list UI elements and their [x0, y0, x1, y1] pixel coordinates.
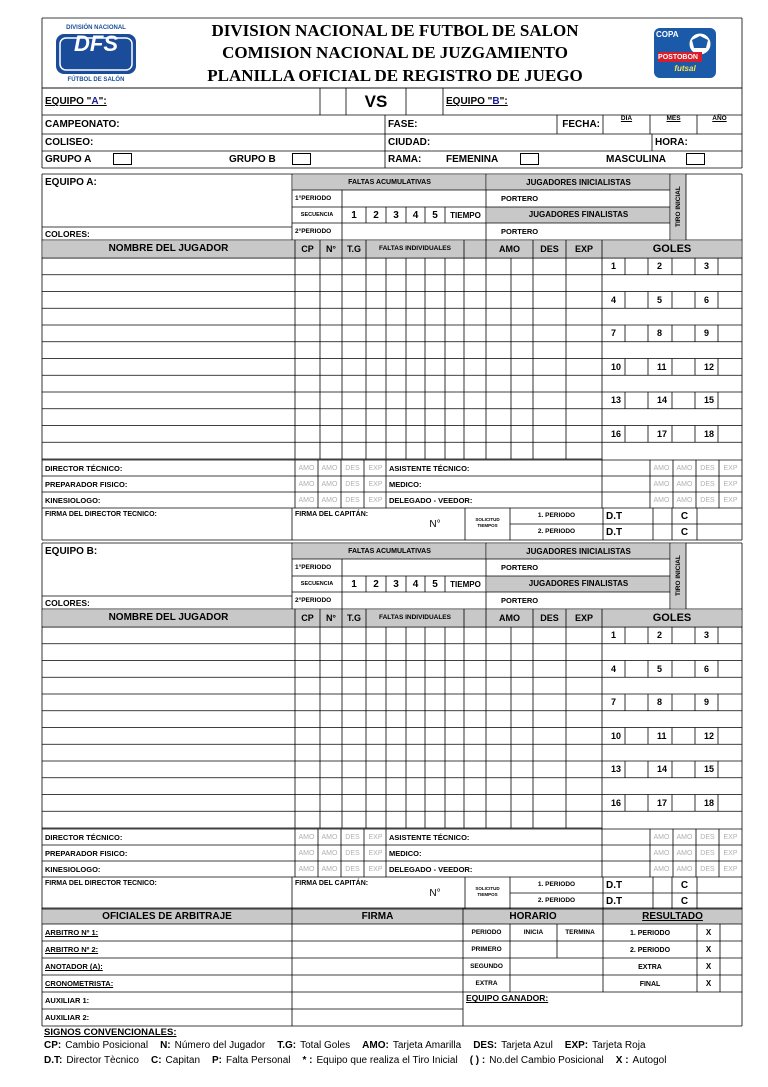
- solicitud-periodo-2: 2. PERIODO: [537, 897, 576, 905]
- card-cell[interactable]: AMO: [321, 497, 338, 504]
- card-cell[interactable]: AMO: [298, 497, 315, 504]
- legend-key: DES:: [473, 1040, 498, 1051]
- horario-periodo-header: PERIODO: [471, 928, 502, 936]
- goal-number-cell: 2: [657, 261, 663, 272]
- capitan-label: C: [680, 879, 689, 891]
- tiro-inicial-label: TIRO INICIAL: [675, 186, 682, 228]
- official-row-label: ARBITRO Nº 1:: [45, 928, 99, 938]
- exp-header: EXP: [574, 243, 593, 254]
- card-cell[interactable]: AMO: [653, 834, 670, 841]
- des-header: DES: [540, 612, 559, 623]
- cup-logo-bottom-text: futsal: [674, 64, 696, 73]
- card-cell[interactable]: DES: [700, 481, 715, 488]
- secuencia-label: SECUENCIA: [300, 580, 334, 587]
- goal-number-cell: 7: [611, 697, 617, 708]
- goal-number-cell: 4: [611, 294, 617, 305]
- team-a-label: EQUIPO A:: [45, 177, 97, 188]
- card-cell[interactable]: EXP: [368, 497, 383, 504]
- delegado-veedor-label: DELEGADO - VEEDOR:: [389, 495, 473, 505]
- solicitud-periodo-1: 1. PERIODO: [537, 512, 576, 520]
- card-cell[interactable]: EXP: [368, 834, 383, 841]
- goal-number-cell: 15: [704, 395, 715, 406]
- card-cell[interactable]: AMO: [298, 465, 315, 472]
- secuencia-cell: 3: [393, 578, 399, 590]
- firma-dt-label: FIRMA DEL DIRECTOR TECNICO:: [45, 510, 157, 518]
- card-cell[interactable]: AMO: [676, 497, 693, 504]
- portero-label: PORTERO: [501, 596, 539, 606]
- officials-title: OFICIALES DE ARBITRAJE: [102, 910, 232, 922]
- grupo-b-label: GRUPO B: [229, 153, 276, 165]
- card-cell[interactable]: AMO: [653, 497, 670, 504]
- des-header: DES: [540, 243, 559, 254]
- goal-number-cell: 11: [657, 361, 667, 372]
- legend-value: Director Tècnico: [66, 1055, 139, 1066]
- asistente-tecnico-label: ASISTENTE TÉCNICO:: [389, 832, 470, 842]
- goal-number-cell: 14: [657, 764, 668, 775]
- jugadores-finalistas-label: JUGADORES FINALISTAS: [528, 579, 629, 588]
- secuencia-cell: 3: [393, 209, 399, 221]
- card-cell[interactable]: EXP: [723, 497, 738, 504]
- card-cell[interactable]: AMO: [653, 465, 670, 472]
- periodo2-label: 2°PERIODO: [295, 227, 332, 235]
- goal-number-cell: 9: [704, 328, 710, 339]
- officials-firma-header: FIRMA: [361, 910, 394, 922]
- horario-termina-header: TERMINA: [565, 928, 595, 936]
- card-cell[interactable]: AMO: [298, 834, 315, 841]
- card-cell[interactable]: EXP: [368, 465, 383, 472]
- secuencia-cell: 1: [351, 578, 357, 590]
- dfs-logo-top-text: DIVISIÓN NACIONAL: [66, 24, 126, 31]
- firma-capitan-label: FIRMA DEL CAPITÁN:: [295, 879, 369, 887]
- card-cell[interactable]: DES: [345, 834, 360, 841]
- numero-header: N°: [325, 243, 337, 254]
- horario-row-label: PRIMERO: [471, 945, 502, 953]
- team-b-letter: B: [492, 96, 500, 107]
- goal-number-cell: 6: [704, 294, 710, 305]
- card-cell[interactable]: DES: [345, 866, 360, 873]
- resultado-x-separator: X: [705, 928, 712, 937]
- secuencia-cell: 1: [351, 209, 357, 221]
- solicitud-label-1: SOLICITUD: [475, 517, 500, 522]
- goal-number-cell: 10: [611, 730, 622, 741]
- medico-label: MEDICO:: [389, 848, 422, 858]
- capitan-label: C: [680, 526, 689, 538]
- secuencia-cell: 2: [373, 209, 379, 221]
- goal-number-cell: 6: [704, 663, 710, 674]
- legend-value: Falta Personal: [226, 1055, 291, 1066]
- numero-label: N°: [429, 519, 441, 530]
- card-cell[interactable]: EXP: [368, 481, 383, 488]
- resultado-row-label: 1. PERIODO: [629, 929, 671, 937]
- mes-label: MES: [666, 114, 681, 122]
- portero-label: PORTERO: [501, 194, 539, 204]
- team-b-label-post: ":: [499, 96, 508, 107]
- colores-label: COLORES:: [45, 228, 90, 239]
- horario-row-label: EXTRA: [475, 979, 498, 987]
- goal-number-cell: 18: [704, 797, 715, 808]
- legend-value: Autogol: [632, 1055, 667, 1066]
- campeonato-label: CAMPEONATO:: [45, 119, 120, 130]
- cup-logo-mid-text: POSTOBON: [658, 53, 698, 61]
- faltas-acumulativas-label: FALTAS ACUMULATIVAS: [348, 548, 431, 555]
- legend-value: Número del Jugador: [174, 1040, 266, 1051]
- team-b-label: EQUIPO B:: [45, 546, 98, 557]
- periodo1-label: 1°PERIODO: [295, 563, 332, 571]
- fase-label: FASE:: [388, 119, 418, 130]
- card-cell[interactable]: DES: [345, 850, 360, 857]
- card-cell[interactable]: DES: [700, 834, 715, 841]
- portero-label: PORTERO: [501, 227, 539, 237]
- legend-key: ( ) :: [469, 1055, 486, 1066]
- legend-value: Equipo que realiza el Tiro Inicial: [316, 1055, 458, 1066]
- official-row-label: ARBITRO Nº 2:: [45, 945, 99, 955]
- legend-key: AMO:: [362, 1040, 389, 1051]
- resultado-row-label: 2. PERIODO: [629, 946, 671, 954]
- team-a-label-pre: EQUIPO ": [45, 96, 92, 107]
- secuencia-cell: 2: [373, 578, 379, 590]
- ciudad-label: CIUDAD:: [388, 137, 431, 148]
- card-cell[interactable]: DES: [700, 465, 715, 472]
- card-cell[interactable]: AMO: [653, 481, 670, 488]
- card-cell[interactable]: AMO: [676, 465, 693, 472]
- ano-label: AÑO: [712, 114, 727, 122]
- goal-number-cell: 2: [657, 630, 663, 641]
- team-b-label-pre: EQUIPO ": [446, 96, 493, 107]
- dfs-logo-bottom-text: FÚTBOL DE SALÓN: [67, 76, 125, 83]
- solicitud-label-2: TIEMPOS: [477, 523, 498, 528]
- legend-key: D.T:: [44, 1055, 63, 1066]
- goal-number-cell: 14: [657, 395, 668, 406]
- goal-number-cell: 17: [657, 428, 668, 439]
- cup-logo-top-text: COPA: [656, 30, 679, 39]
- resultado-x-separator: X: [705, 979, 712, 988]
- secuencia-cell: 5: [432, 578, 438, 590]
- coliseo-label: COLISEO:: [45, 137, 94, 148]
- team-a-label-post: ":: [98, 96, 107, 107]
- legend-value: Tarjeta Amarilla: [392, 1040, 462, 1051]
- card-cell[interactable]: EXP: [368, 866, 383, 873]
- dfs-logo-text: DFS: [74, 34, 118, 54]
- femenina-label: FEMENINA: [446, 153, 499, 165]
- officials-horario-header: HORARIO: [509, 910, 557, 922]
- title-line-1: DIVISION NACIONAL DE FUTBOL DE SALON: [211, 21, 579, 40]
- dia-label: DIA: [620, 114, 633, 122]
- amo-header: AMO: [499, 612, 520, 623]
- title-line-3: PLANILLA OFICIAL DE REGISTRO DE JUEGO: [207, 66, 583, 85]
- capitan-label: C: [680, 895, 689, 907]
- legend-key: EXP:: [564, 1040, 589, 1051]
- title-line-2: COMISION NACIONAL DE JUZGAMIENTO: [222, 43, 568, 62]
- resultado-row-label: FINAL: [639, 980, 661, 988]
- capitan-label: C: [680, 510, 689, 522]
- preparador-fisico-label: PREPARADOR FISICO:: [45, 479, 128, 489]
- goal-number-cell: 15: [704, 764, 715, 775]
- horario-inicia-header: INICIA: [523, 928, 544, 936]
- goal-number-cell: 3: [704, 630, 710, 641]
- resultado-x-separator: X: [705, 962, 712, 971]
- solicitud-label-1: SOLICITUD: [475, 886, 500, 891]
- card-cell[interactable]: AMO: [321, 481, 338, 488]
- card-cell[interactable]: EXP: [723, 866, 738, 873]
- goal-number-cell: 3: [704, 261, 710, 272]
- kinesiologo-label: KINESIOLOGO:: [45, 864, 101, 874]
- legend-key: T.G:: [277, 1040, 297, 1051]
- preparador-fisico-label: PREPARADOR FISICO:: [45, 848, 128, 858]
- card-cell[interactable]: AMO: [321, 834, 338, 841]
- secuencia-cell: 5: [432, 209, 438, 221]
- card-cell[interactable]: AMO: [676, 834, 693, 841]
- periodo2-label: 2°PERIODO: [295, 596, 332, 604]
- rama-label: RAMA:: [388, 153, 422, 165]
- asistente-tecnico-label: ASISTENTE TÉCNICO:: [389, 463, 470, 473]
- card-cell[interactable]: EXP: [723, 850, 738, 857]
- card-cell[interactable]: AMO: [321, 850, 338, 857]
- card-cell[interactable]: DES: [700, 866, 715, 873]
- secuencia-label: SECUENCIA: [300, 211, 334, 218]
- legend-key: C:: [150, 1055, 162, 1066]
- vs-label: VS: [364, 92, 388, 111]
- goles-header: GOLES: [652, 611, 692, 624]
- goal-number-cell: 4: [611, 663, 617, 674]
- goal-number-cell: 13: [611, 764, 622, 775]
- hora-label: HORA:: [655, 137, 688, 148]
- periodo1-label: 1°PERIODO: [295, 194, 332, 202]
- goal-number-cell: 10: [611, 361, 622, 372]
- card-cell[interactable]: DES: [345, 497, 360, 504]
- goal-number-cell: 16: [611, 797, 622, 808]
- card-cell[interactable]: AMO: [298, 866, 315, 873]
- cp-header: CP: [301, 243, 314, 254]
- equipo-ganador-label: EQUIPO GANADOR:: [466, 993, 549, 1004]
- dt-label: D.T: [606, 895, 623, 907]
- firma-dt-label: FIRMA DEL DIRECTOR TECNICO:: [45, 879, 157, 887]
- solicitud-periodo-2: 2. PERIODO: [537, 528, 576, 536]
- goles-header: GOLES: [652, 242, 692, 255]
- faltas-individuales-header: FALTAS INDIVIDUALES: [379, 244, 451, 252]
- official-row-label: CRONOMETRISTA:: [45, 979, 114, 989]
- legend-value: Capitan: [165, 1055, 200, 1066]
- fecha-label: FECHA:: [562, 119, 600, 130]
- card-cell[interactable]: EXP: [723, 465, 738, 472]
- legend-value: Cambio Posicional: [65, 1040, 149, 1051]
- medico-label: MEDICO:: [389, 479, 422, 489]
- card-cell[interactable]: EXP: [368, 850, 383, 857]
- secuencia-cell: 4: [412, 578, 419, 590]
- card-cell[interactable]: DES: [700, 850, 715, 857]
- jugadores-finalistas-label: JUGADORES FINALISTAS: [528, 210, 629, 219]
- goal-number-cell: 17: [657, 797, 668, 808]
- legend-key: CP:: [44, 1040, 62, 1051]
- numero-header: N°: [325, 612, 337, 623]
- jugadores-inicialistas-label: JUGADORES INICIALISTAS: [526, 177, 631, 187]
- amo-header: AMO: [499, 243, 520, 254]
- faltas-individuales-header: FALTAS INDIVIDUALES: [379, 613, 451, 621]
- goal-number-cell: 7: [611, 328, 617, 339]
- solicitud-label-2: TIEMPOS: [477, 892, 498, 897]
- card-cell[interactable]: AMO: [653, 866, 670, 873]
- card-cell[interactable]: EXP: [723, 481, 738, 488]
- goal-number-cell: 18: [704, 428, 715, 439]
- tg-header: T.G: [346, 243, 361, 254]
- portero-label: PORTERO: [501, 563, 539, 573]
- nombre-jugador-header: NOMBRE DEL JUGADOR: [108, 612, 229, 623]
- legend-key: P:: [212, 1055, 222, 1066]
- legend-key: N:: [160, 1040, 171, 1051]
- firma-capitan-label: FIRMA DEL CAPITÁN:: [295, 510, 369, 518]
- colores-label: COLORES:: [45, 597, 90, 608]
- card-cell[interactable]: AMO: [321, 465, 338, 472]
- card-cell[interactable]: AMO: [676, 866, 693, 873]
- goal-number-cell: 13: [611, 395, 622, 406]
- tiro-inicial-label: TIRO INICIAL: [675, 555, 682, 597]
- legend-key: * :: [302, 1055, 313, 1066]
- legend-title: SIGNOS CONVENCIONALES:: [44, 1027, 177, 1039]
- goal-number-cell: 8: [657, 328, 663, 339]
- tg-header: T.G: [346, 612, 361, 623]
- cp-header: CP: [301, 612, 314, 623]
- legend-value: Total Goles: [300, 1040, 351, 1051]
- kinesiologo-label: KINESIOLOGO:: [45, 495, 101, 505]
- director-tecnico-label: DIRECTOR TÉCNICO:: [45, 463, 123, 473]
- legend-value: No.del Cambio Posicional: [489, 1055, 604, 1066]
- goal-number-cell: 12: [704, 361, 715, 372]
- goal-number-cell: 8: [657, 697, 663, 708]
- goal-number-cell: 5: [657, 294, 663, 305]
- card-cell[interactable]: DES: [700, 497, 715, 504]
- goal-number-cell: 9: [704, 697, 710, 708]
- official-row-label: AUXILIAR 1:: [45, 996, 90, 1006]
- goal-number-cell: 16: [611, 428, 622, 439]
- legend-value: Tarjeta Azul: [501, 1040, 553, 1051]
- grupo-a-label: GRUPO A: [45, 153, 92, 165]
- tiempo-label: TIEMPO: [450, 579, 481, 589]
- tiempo-label: TIEMPO: [450, 210, 481, 220]
- officials-resultado-header: RESULTADO: [642, 910, 703, 922]
- goal-number-cell: 1: [611, 261, 617, 272]
- solicitud-periodo-1: 1. PERIODO: [537, 881, 576, 889]
- goal-number-cell: 11: [657, 730, 667, 741]
- card-cell[interactable]: AMO: [298, 481, 315, 488]
- horario-row-label: SEGUNDO: [470, 962, 503, 970]
- card-cell[interactable]: AMO: [321, 866, 338, 873]
- card-cell[interactable]: DES: [345, 481, 360, 488]
- legend-key: X :: [615, 1055, 629, 1066]
- official-row-label: ANOTADOR (A):: [45, 962, 103, 972]
- card-cell[interactable]: DES: [345, 465, 360, 472]
- director-tecnico-label: DIRECTOR TÉCNICO:: [45, 832, 123, 842]
- exp-header: EXP: [574, 612, 593, 623]
- jugadores-inicialistas-label: JUGADORES INICIALISTAS: [526, 546, 631, 556]
- numero-label: N°: [429, 888, 441, 899]
- goal-number-cell: 1: [611, 630, 617, 641]
- masculina-label: MASCULINA: [606, 153, 666, 165]
- dt-label: D.T: [606, 510, 623, 522]
- delegado-veedor-label: DELEGADO - VEEDOR:: [389, 864, 473, 874]
- card-cell[interactable]: AMO: [298, 850, 315, 857]
- goal-number-cell: 5: [657, 663, 663, 674]
- card-cell[interactable]: AMO: [676, 850, 693, 857]
- secuencia-cell: 4: [412, 209, 419, 221]
- resultado-row-label: EXTRA: [638, 963, 662, 971]
- card-cell[interactable]: EXP: [723, 834, 738, 841]
- faltas-acumulativas-label: FALTAS ACUMULATIVAS: [348, 179, 431, 186]
- card-cell[interactable]: AMO: [653, 850, 670, 857]
- goal-number-cell: 12: [704, 730, 715, 741]
- card-cell[interactable]: AMO: [676, 481, 693, 488]
- resultado-x-separator: X: [705, 945, 712, 954]
- legend-value: Tarjeta Roja: [592, 1040, 646, 1051]
- official-row-label: AUXILIAR 2:: [45, 1013, 90, 1023]
- team-a-letter: A: [91, 96, 99, 107]
- dt-label: D.T: [606, 879, 623, 891]
- nombre-jugador-header: NOMBRE DEL JUGADOR: [108, 243, 229, 254]
- dt-label: D.T: [606, 526, 623, 538]
